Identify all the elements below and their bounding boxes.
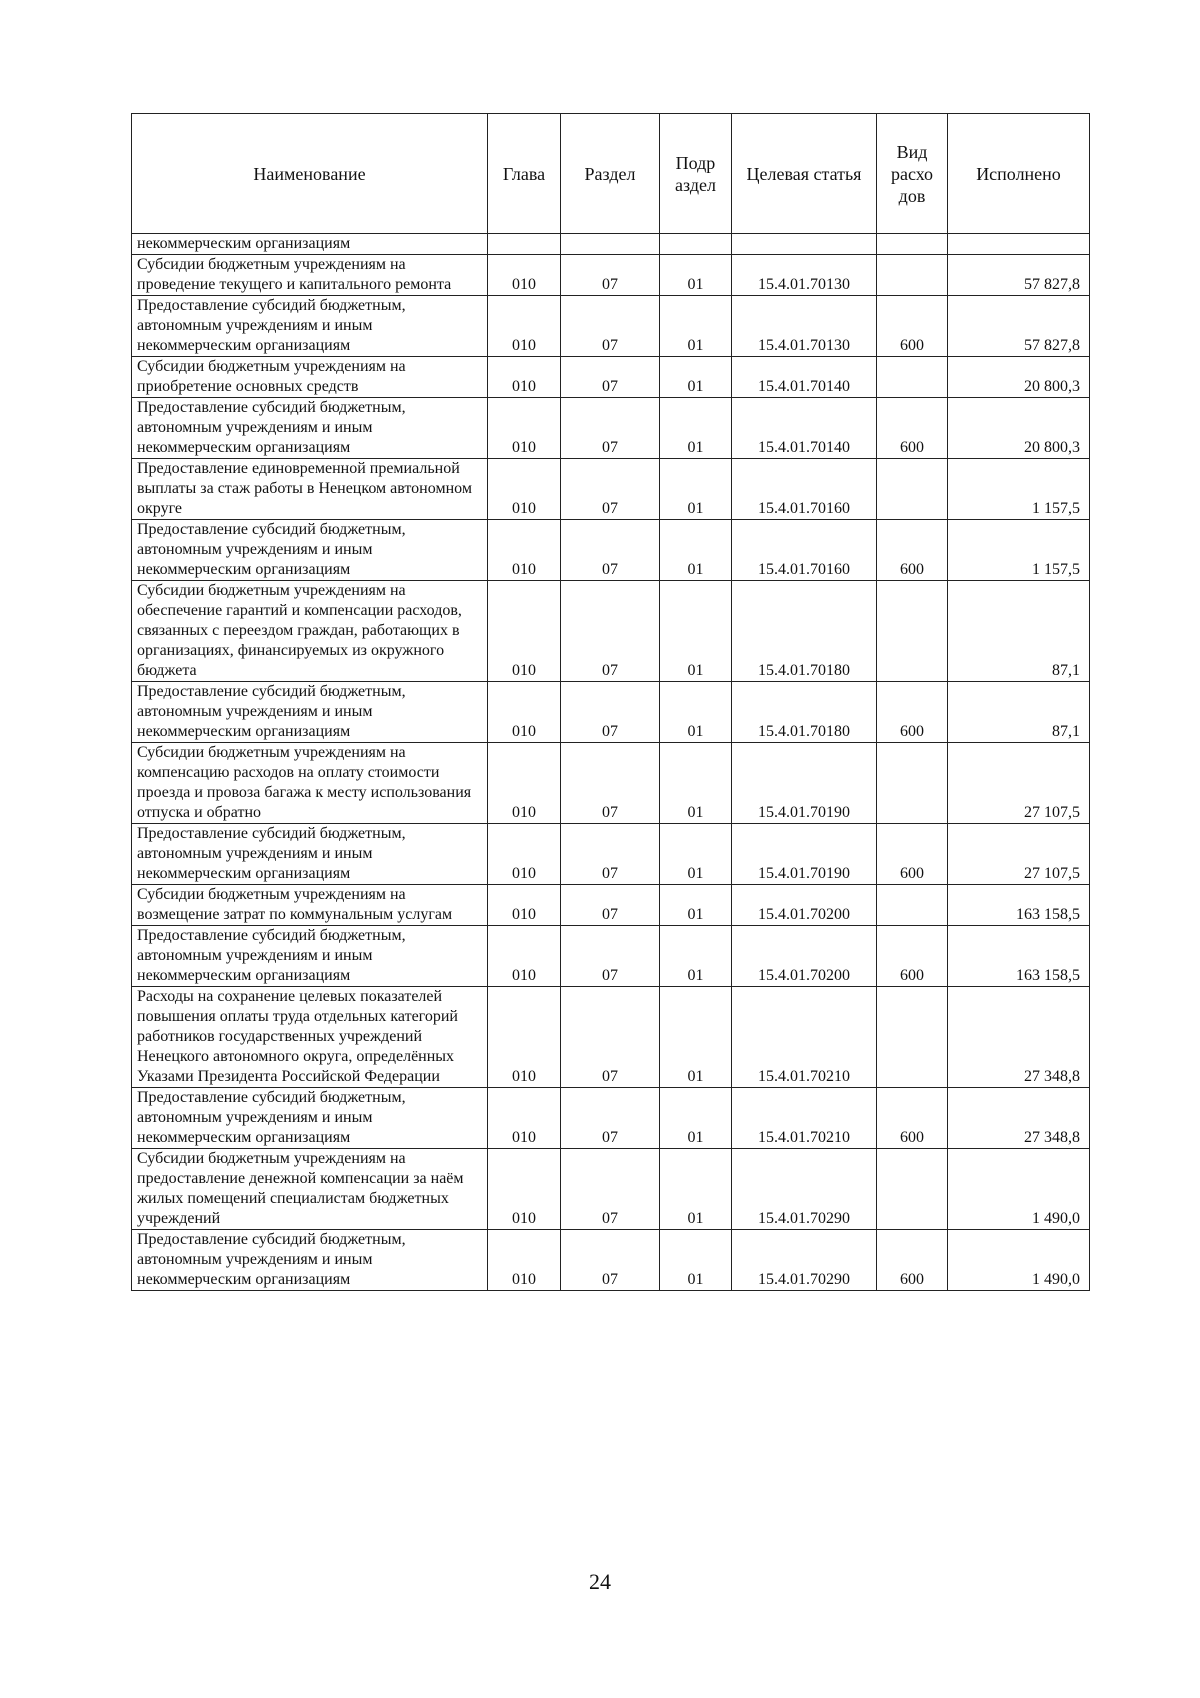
- cell-celevaya-statya: 15.4.01.70130: [732, 296, 877, 357]
- cell-vid-raskhodov: 600: [877, 926, 948, 987]
- cell-podrazdel: 01: [660, 296, 732, 357]
- cell-vid-raskhodov: 600: [877, 296, 948, 357]
- cell-name: Предоставление субсидий бюджетным, автономным учреждениям и иным некоммерческим организациям: [132, 520, 488, 581]
- cell-podrazdel: 01: [660, 987, 732, 1088]
- cell-razdel: 07: [561, 926, 660, 987]
- cell-celevaya-statya: 15.4.01.70210: [732, 987, 877, 1088]
- cell-podrazdel: 01: [660, 926, 732, 987]
- cell-razdel: 07: [561, 357, 660, 398]
- cell-glava: 010: [488, 987, 561, 1088]
- cell-glava: [488, 234, 561, 255]
- page-number: 24: [589, 1569, 611, 1594]
- cell-razdel: 07: [561, 581, 660, 682]
- table-row: [132, 682, 1090, 743]
- cell-vid-raskhodov: [877, 459, 948, 520]
- cell-ispolneno: 20 800,3: [948, 357, 1090, 398]
- cell-celevaya-statya: 15.4.01.70180: [732, 581, 877, 682]
- cell-glava: 010: [488, 926, 561, 987]
- cell-name: Предоставление субсидий бюджетным, автономным учреждениям и иным некоммерческим организациям: [132, 926, 488, 987]
- cell-razdel: 07: [561, 520, 660, 581]
- cell-razdel: 07: [561, 682, 660, 743]
- cell-name: Предоставление субсидий бюджетным, автономным учреждениям и иным некоммерческим организациям: [132, 398, 488, 459]
- table-row: [132, 824, 1090, 885]
- cell-celevaya-statya: 15.4.01.70180: [732, 682, 877, 743]
- header-celevaya-statya: Целевая статья: [732, 114, 877, 234]
- cell-razdel: 07: [561, 824, 660, 885]
- cell-vid-raskhodov: [877, 581, 948, 682]
- table-row: [132, 885, 1090, 926]
- cell-glava: 010: [488, 296, 561, 357]
- cell-ispolneno: [948, 234, 1090, 255]
- cell-vid-raskhodov: [877, 987, 948, 1088]
- cell-celevaya-statya: 15.4.01.70210: [732, 1088, 877, 1149]
- cell-glava: 010: [488, 581, 561, 682]
- cell-razdel: 07: [561, 987, 660, 1088]
- cell-vid-raskhodov: 600: [877, 398, 948, 459]
- cell-glava: 010: [488, 885, 561, 926]
- cell-podrazdel: 01: [660, 682, 732, 743]
- cell-celevaya-statya: 15.4.01.70200: [732, 885, 877, 926]
- cell-name: Предоставление субсидий бюджетным, автономным учреждениям и иным некоммерческим организациям: [132, 1088, 488, 1149]
- cell-glava: 010: [488, 824, 561, 885]
- table-body: [132, 234, 1090, 1291]
- cell-celevaya-statya: 15.4.01.70290: [732, 1149, 877, 1230]
- cell-razdel: 07: [561, 885, 660, 926]
- cell-ispolneno: 20 800,3: [948, 398, 1090, 459]
- cell-vid-raskhodov: 600: [877, 520, 948, 581]
- cell-ispolneno: 163 158,5: [948, 926, 1090, 987]
- cell-podrazdel: 01: [660, 581, 732, 682]
- cell-ispolneno: 1 490,0: [948, 1230, 1090, 1291]
- cell-ispolneno: 57 827,8: [948, 296, 1090, 357]
- table-row: [132, 255, 1090, 296]
- cell-razdel: 07: [561, 743, 660, 824]
- cell-razdel: 07: [561, 1149, 660, 1230]
- cell-ispolneno: 163 158,5: [948, 885, 1090, 926]
- budget-table: [131, 113, 1090, 1291]
- cell-name: Расходы на сохранение целевых показателей повышения оплаты труда отдельных категорий работников государственных учреждений Ненецкого автономного округа, определённых Указами Президента Российской Федерации: [132, 987, 488, 1088]
- cell-ispolneno: 27 348,8: [948, 987, 1090, 1088]
- cell-ispolneno: 27 348,8: [948, 1088, 1090, 1149]
- cell-celevaya-statya: 15.4.01.70190: [732, 824, 877, 885]
- cell-vid-raskhodov: 600: [877, 1088, 948, 1149]
- cell-name: Субсидии бюджетным учреждениям на возмещение затрат по коммунальным услугам: [132, 885, 488, 926]
- cell-name: Предоставление субсидий бюджетным, автономным учреждениям и иным некоммерческим организациям: [132, 296, 488, 357]
- cell-name: Субсидии бюджетным учреждениям на обеспечение гарантий и компенсации расходов, связанных с переездом граждан, работающих в организациях, финансируемых из окружного бюджета: [132, 581, 488, 682]
- cell-name: Субсидии бюджетным учреждениям на приобретение основных средств: [132, 357, 488, 398]
- cell-razdel: [561, 234, 660, 255]
- cell-celevaya-statya: 15.4.01.70140: [732, 357, 877, 398]
- header-vid-raskhodov: Вид расхо дов: [877, 114, 948, 234]
- cell-razdel: 07: [561, 296, 660, 357]
- cell-celevaya-statya: [732, 234, 877, 255]
- cell-celevaya-statya: 15.4.01.70290: [732, 1230, 877, 1291]
- table-header: [132, 114, 1090, 234]
- cell-vid-raskhodov: 600: [877, 1230, 948, 1291]
- cell-vid-raskhodov: [877, 234, 948, 255]
- cell-vid-raskhodov: [877, 1149, 948, 1230]
- table-row: [132, 520, 1090, 581]
- cell-glava: 010: [488, 459, 561, 520]
- cell-razdel: 07: [561, 1088, 660, 1149]
- cell-celevaya-statya: 15.4.01.70140: [732, 398, 877, 459]
- cell-celevaya-statya: 15.4.01.70130: [732, 255, 877, 296]
- cell-vid-raskhodov: [877, 743, 948, 824]
- header-ispolneno: Исполнено: [948, 114, 1090, 234]
- table-row: [132, 459, 1090, 520]
- cell-ispolneno: 27 107,5: [948, 824, 1090, 885]
- cell-podrazdel: 01: [660, 398, 732, 459]
- cell-glava: 010: [488, 743, 561, 824]
- table-row: [132, 987, 1090, 1088]
- cell-glava: 010: [488, 357, 561, 398]
- cell-celevaya-statya: 15.4.01.70190: [732, 743, 877, 824]
- cell-glava: 010: [488, 520, 561, 581]
- cell-name: Субсидии бюджетным учреждениям на проведение текущего и капитального ремонта: [132, 255, 488, 296]
- cell-podrazdel: 01: [660, 1230, 732, 1291]
- table-row: [132, 357, 1090, 398]
- cell-razdel: 07: [561, 398, 660, 459]
- table-row: [132, 296, 1090, 357]
- cell-podrazdel: 01: [660, 885, 732, 926]
- table-row: [132, 743, 1090, 824]
- cell-vid-raskhodov: [877, 255, 948, 296]
- cell-name: Предоставление субсидий бюджетным, автономным учреждениям и иным некоммерческим организациям: [132, 1230, 488, 1291]
- cell-name: Предоставление субсидий бюджетным, автономным учреждениям и иным некоммерческим организациям: [132, 824, 488, 885]
- cell-glava: 010: [488, 682, 561, 743]
- cell-glava: 010: [488, 1230, 561, 1291]
- cell-celevaya-statya: 15.4.01.70160: [732, 520, 877, 581]
- cell-podrazdel: [660, 234, 732, 255]
- cell-celevaya-statya: 15.4.01.70160: [732, 459, 877, 520]
- table-row: [132, 1149, 1090, 1230]
- header-glava: Глава: [488, 114, 561, 234]
- cell-glava: 010: [488, 1149, 561, 1230]
- cell-podrazdel: 01: [660, 520, 732, 581]
- cell-podrazdel: 01: [660, 824, 732, 885]
- cell-ispolneno: 1 157,5: [948, 459, 1090, 520]
- cell-name: Предоставление субсидий бюджетным, автономным учреждениям и иным некоммерческим организациям: [132, 682, 488, 743]
- table-row: [132, 581, 1090, 682]
- cell-glava: 010: [488, 1088, 561, 1149]
- cell-vid-raskhodov: 600: [877, 682, 948, 743]
- cell-razdel: 07: [561, 255, 660, 296]
- cell-podrazdel: 01: [660, 357, 732, 398]
- cell-name: некоммерческим организациям: [132, 234, 488, 255]
- cell-ispolneno: 1 157,5: [948, 520, 1090, 581]
- cell-name: Предоставление единовременной премиальной выплаты за стаж работы в Ненецком автономном округе: [132, 459, 488, 520]
- cell-name: Субсидии бюджетным учреждениям на предоставление денежной компенсации за наём жилых помещений специалистам бюджетных учреждений: [132, 1149, 488, 1230]
- cell-ispolneno: 87,1: [948, 581, 1090, 682]
- cell-podrazdel: 01: [660, 1088, 732, 1149]
- cell-razdel: 07: [561, 459, 660, 520]
- cell-glava: 010: [488, 255, 561, 296]
- header-name: Наименование: [132, 114, 488, 234]
- cell-ispolneno: 27 107,5: [948, 743, 1090, 824]
- cell-vid-raskhodov: 600: [877, 824, 948, 885]
- cell-celevaya-statya: 15.4.01.70200: [732, 926, 877, 987]
- cell-podrazdel: 01: [660, 1149, 732, 1230]
- cell-podrazdel: 01: [660, 743, 732, 824]
- table-row: [132, 234, 1090, 255]
- cell-name: Субсидии бюджетным учреждениям на компенсацию расходов на оплату стоимости проезда и провоза багажа к месту использования отпуска и обратно: [132, 743, 488, 824]
- cell-podrazdel: 01: [660, 459, 732, 520]
- table-row: [132, 398, 1090, 459]
- table-row: [132, 926, 1090, 987]
- cell-ispolneno: 1 490,0: [948, 1149, 1090, 1230]
- table-row: [132, 1230, 1090, 1291]
- cell-ispolneno: 87,1: [948, 682, 1090, 743]
- table-row: [132, 1088, 1090, 1149]
- header-razdel: Раздел: [561, 114, 660, 234]
- cell-razdel: 07: [561, 1230, 660, 1291]
- cell-glava: 010: [488, 398, 561, 459]
- header-podrazdel: Подр аздел: [660, 114, 732, 234]
- cell-vid-raskhodov: [877, 357, 948, 398]
- cell-vid-raskhodov: [877, 885, 948, 926]
- cell-podrazdel: 01: [660, 255, 732, 296]
- cell-ispolneno: 57 827,8: [948, 255, 1090, 296]
